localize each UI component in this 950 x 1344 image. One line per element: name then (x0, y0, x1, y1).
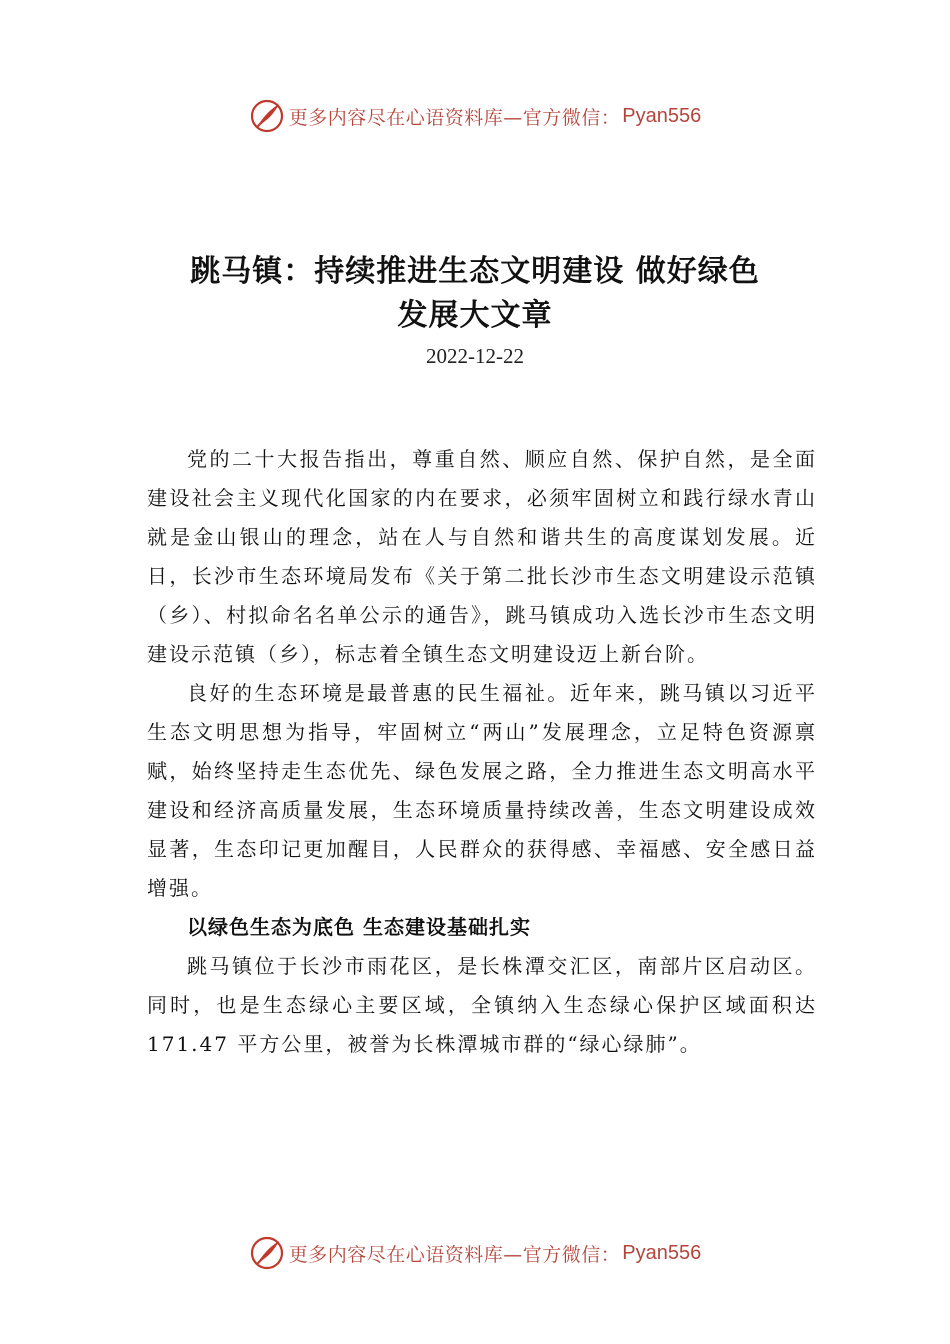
quill-logo-icon (249, 98, 285, 134)
paragraph-2: 良好的生态环境是最普惠的民生福祉。近年来，跳马镇以习近平生态文明思想为指导，牢固树立“两山”发展理念，立足特色资源禀赋，始终坚持走生态优先、绿色发展之路，全力推进生态文明高水平建设和经济高质量发展，生态环境质量持续改善，生态文明建设成效显著，生态印记更加醒目，人民群众的获得感、幸福感、安全感日益增强。 (147, 681, 817, 900)
title-line-2: 发展大文章 (397, 298, 553, 333)
banner-text: 更多内容尽在心语资料库—官方微信： (288, 106, 621, 129)
quill-logo-icon (249, 1235, 285, 1271)
banner-wechat-handle: Pyan556 (622, 104, 702, 127)
document-date: 2022-12-22 (426, 344, 524, 368)
paragraph-1: 党的二十大报告指出，尊重自然、顺应自然、保护自然，是全面建设社会主义现代化国家的内在要求，必须牢固树立和践行绿水青山就是金山银山的理念，站在人与自然和谐共生的高度谋划发展。近日，长沙市生态环境局发布《关于第二批长沙市生态文明建设示范镇（乡）、村拟命名名单公示的通告》，跳马镇成功入选长沙市生态文明建设示范镇（乡），标志着全镇生态文明建设迈上新台阶。 (147, 447, 817, 666)
footer-banner (0, 1233, 950, 1273)
header-banner (0, 96, 950, 136)
banner-wechat-handle: Pyan556 (622, 1241, 702, 1264)
paragraph-3: 跳马镇位于长沙市雨花区，是长株潭交汇区，南部片区启动区。同时，也是生态绿心主要区域，全镇纳入生态绿心保护区域面积达 171.47 平方公里，被誉为长株潭城市群的“绿心绿肺”。 (147, 954, 817, 1056)
document-title (0, 250, 950, 338)
section-heading: 以绿色生态为底色 生态建设基础扎实 (187, 915, 531, 939)
title-line-1: 跳马镇：持续推进生态文明建设 做好绿色 (190, 254, 760, 289)
document-body (147, 440, 817, 1064)
banner-text: 更多内容尽在心语资料库—官方微信： (288, 1243, 621, 1266)
